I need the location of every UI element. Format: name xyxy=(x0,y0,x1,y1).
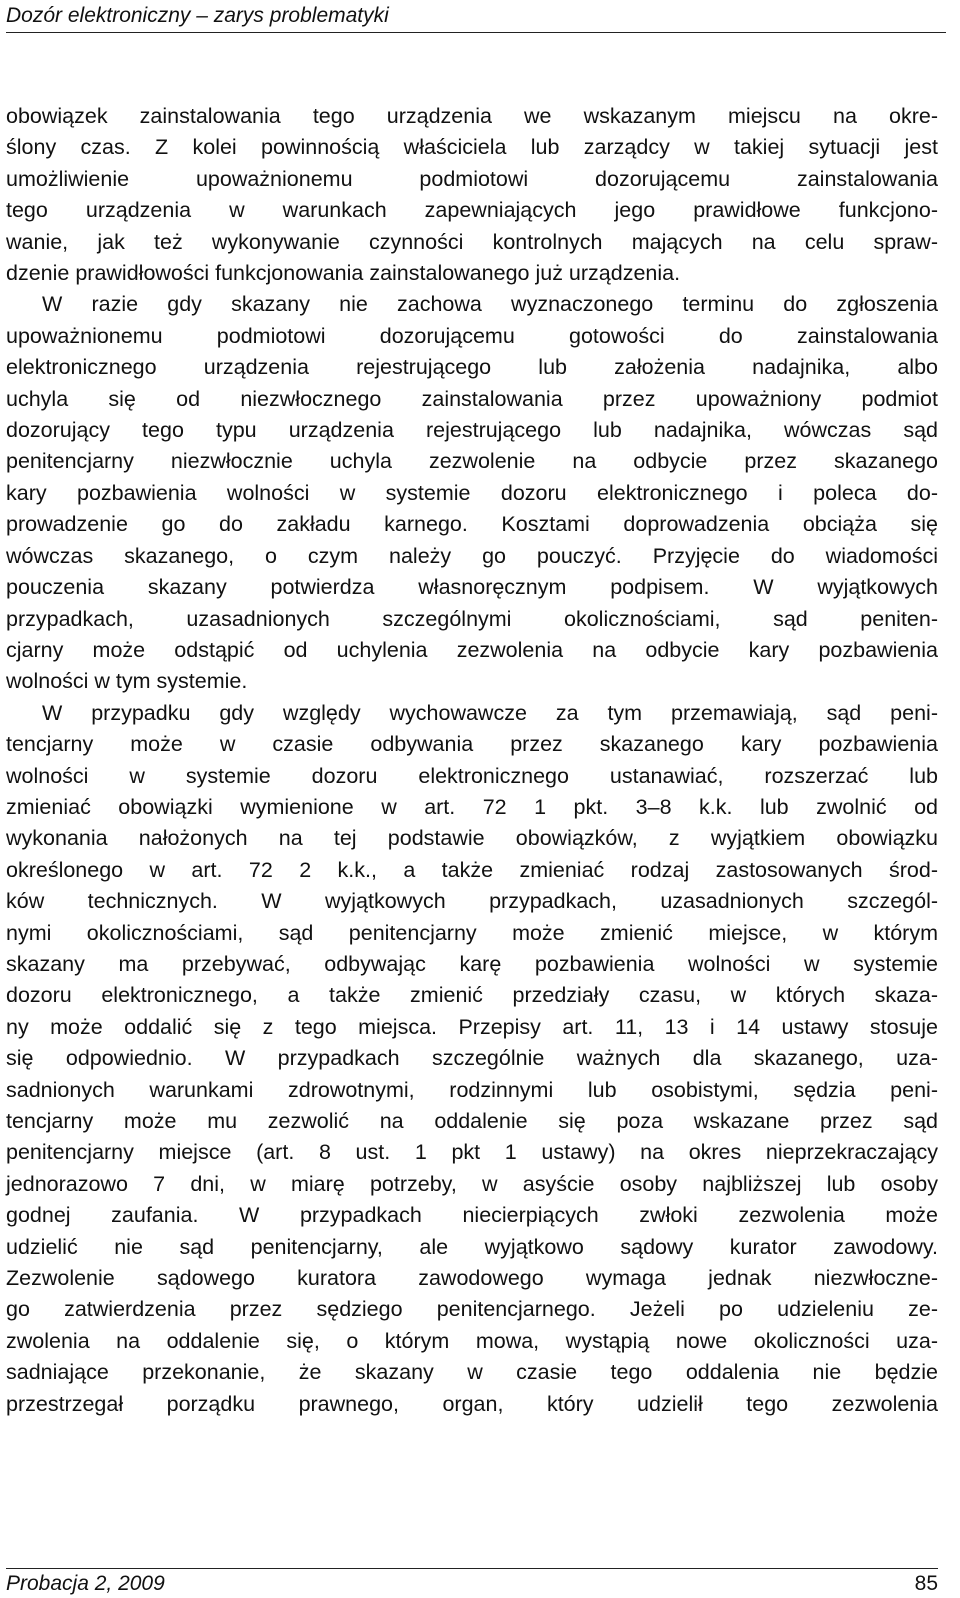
text-line: jednorazowo 7 dni, w miarę potrzeby, w asyście osoby najbliższej lub osoby xyxy=(6,1171,938,1196)
text-line: przestrzegał porządku prawnego, organ, który udzielił tego zezwolenia xyxy=(6,1391,938,1416)
journal-issue: Probacja 2, 2009 xyxy=(6,1572,165,1595)
text-line: dzenie prawidłowości funkcjonowania zainstalowanego już urządzenia. xyxy=(6,261,681,286)
text-line: prowadzenie go do zakładu karnego. Kosztami doprowadzenia obciąża się xyxy=(6,512,938,537)
page-footer xyxy=(6,1568,938,1597)
body-text xyxy=(6,101,938,1420)
paragraph-1 xyxy=(6,101,938,289)
text-line: tego urządzenia w warunkach zapewniających jego prawidłowe funkcjono- xyxy=(6,198,938,223)
text-line: zmieniać obowiązki wymienione w art. 72 1 pkt. 3–8 k.k. lub zwolnić od xyxy=(6,794,938,819)
text-line: określonego w art. 72 2 k.k., a także zmieniać rodzaj zastosowanych środ- xyxy=(6,857,938,882)
text-line: dozorujący tego typu urządzenia rejestrującego lub nadajnika, wówczas sąd xyxy=(6,418,938,443)
text-line: cjarny może odstąpić od uchylenia zezwolenia na odbycie kary pozbawienia xyxy=(6,637,938,662)
text-line: wanie, jak też wykonywanie czynności kontrolnych mających na celu spraw- xyxy=(6,229,938,254)
text-line: elektronicznego urządzenia rejestrującego lub założenia nadajnika, albo xyxy=(6,355,938,380)
text-line: ny może oddalić się z tego miejsca. Przepisy art. 11, 13 i 14 ustawy stosuje xyxy=(6,1014,938,1039)
text-line: godnej zaufania. W przypadkach niecierpiących zwłoki zezwolenia może xyxy=(6,1203,938,1228)
text-line: Zezwolenie sądowego kuratora zawodowego wymaga jednak niezwłoczne- xyxy=(6,1266,938,1291)
text-line: uchyla się od niezwłocznego zainstalowania przez upoważniony podmiot xyxy=(6,386,938,411)
text-line: penitencjarny niezwłocznie uchyla zezwolenie na odbycie przez skazanego xyxy=(6,449,938,474)
text-line: upoważnionemu podmiotowi dozorującemu gotowości do zainstalowania xyxy=(6,323,938,348)
text-line: wykonania nałożonych na tej podstawie obowiązków, z wyjątkiem obowiązku xyxy=(6,826,938,851)
page-number: 85 xyxy=(914,1572,938,1595)
text-line: sadnionych warunkami zdrowotnymi, rodzinnymi lub osobistymi, sędzia peni- xyxy=(6,1077,938,1102)
text-line: sadniające przekonanie, że skazany w czasie tego oddalenia nie będzie xyxy=(6,1360,938,1385)
text-line: wówczas skazanego, o czym należy go pouczyć. Przyjęcie do wiadomości xyxy=(6,543,938,568)
text-line: ślony czas. Z kolei powinnością właściciela lub zarządcy w takiej sytuacji jest xyxy=(6,135,938,160)
paragraph-3 xyxy=(6,698,938,1420)
text-line: się odpowiednio. W przypadkach szczególnie ważnych dla skazanego, uza- xyxy=(6,1046,938,1071)
text-line: tencjarny może mu zezwolić na oddalenie się poza wskazane przez sąd xyxy=(6,1109,938,1133)
text-line: wolności w tym systemie. xyxy=(6,669,248,694)
paragraph-2 xyxy=(6,289,938,697)
running-header xyxy=(6,2,946,33)
text-line: go zatwierdzenia przez sędziego penitencjarnego. Jeżeli po udzieleniu ze- xyxy=(6,1297,938,1322)
text-line: umożliwienie upoważnionemu podmiotowi dozorującemu zainstalowania xyxy=(6,166,938,191)
text-line: nymi okolicznościami, sąd penitencjarny może zmienić miejsce, w którym xyxy=(6,920,938,945)
text-line: przypadkach, uzasadnionych szczególnymi okolicznościami, sąd peniten- xyxy=(6,606,938,631)
text-line: W razie gdy skazany nie zachowa wyznaczonego terminu do zgłoszenia xyxy=(42,292,938,317)
text-line: W przypadku gdy względy wychowawcze za tym przemawiają, sąd peni- xyxy=(42,700,938,725)
text-line: wolności w systemie dozoru elektronicznego ustanawiać, rozszerzać lub xyxy=(6,763,938,788)
text-line: zwolenia na oddalenie się, o którym mowa, wystąpią nowe okoliczności uza- xyxy=(6,1328,938,1353)
text-line: kary pozbawienia wolności w systemie dozoru elektronicznego i poleca do- xyxy=(6,480,938,505)
text-line: pouczenia skazany potwierdza własnoręcznym podpisem. W wyjątkowych xyxy=(6,575,938,600)
text-line: tencjarny może w czasie odbywania przez skazanego kary pozbawienia xyxy=(6,732,938,757)
running-header-title: Dozór elektroniczny – zarys problematyki xyxy=(6,4,389,27)
text-line: ków technicznych. W wyjątkowych przypadkach, uzasadnionych szczegól- xyxy=(6,889,938,914)
text-line: udzielić nie sąd penitencjarny, ale wyjątkowo sądowy kurator zawodowy. xyxy=(6,1234,938,1259)
text-line: dozoru elektronicznego, a także zmienić przedziały czasu, w których skaza- xyxy=(6,983,938,1008)
text-line: obowiązek zainstalowania tego urządzenia we wskazanym miejscu na okre- xyxy=(6,104,938,128)
text-line: skazany ma przebywać, odbywając karę pozbawienia wolności w systemie xyxy=(6,951,938,976)
text-line: penitencjarny miejsce (art. 8 ust. 1 pkt 1 ustawy) na okres nieprzekraczający xyxy=(6,1140,938,1165)
